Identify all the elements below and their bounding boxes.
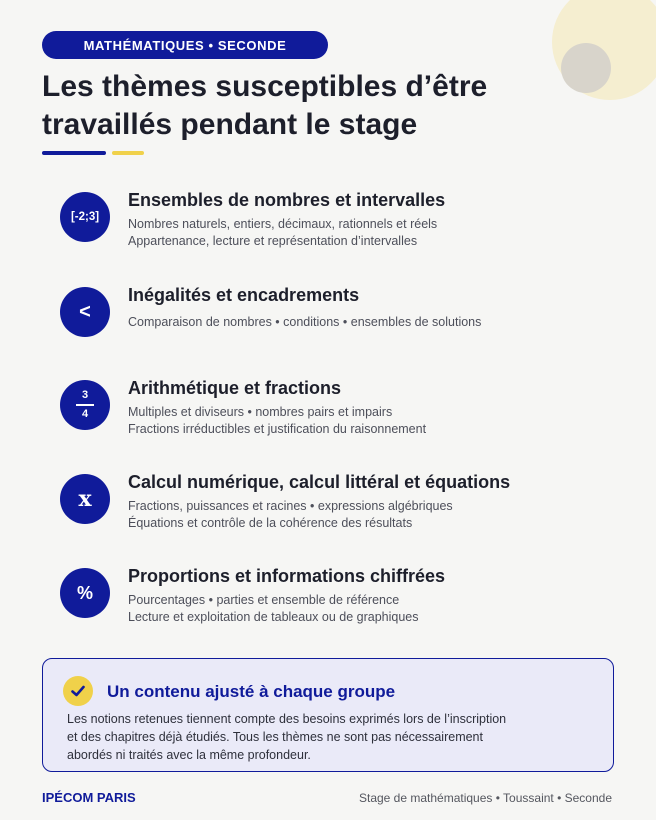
less-than-icon <box>60 287 110 337</box>
check-icon <box>63 676 93 706</box>
topic-title: Arithmétique et fractions <box>128 378 342 398</box>
fraction-icon-numerator: 3 <box>81 389 89 402</box>
topic-line: Multiples et diviseurs • nombres pairs et impairs <box>128 405 393 419</box>
decorative-circle-small <box>561 43 611 93</box>
topic-line: Appartenance, lecture et représentation d’intervalles <box>128 234 418 248</box>
topic-item-calculus <box>60 472 620 542</box>
callout-text-line: et des chapitres déjà étudiés. Tous les thèmes ne sont pas nécessairement <box>67 730 483 744</box>
callout-title: Un contenu ajusté à chaque groupe <box>107 682 396 701</box>
topic-item-inequalities <box>60 285 620 355</box>
topic-line: Équations et contrôle de la cohérence des résultats <box>128 516 413 530</box>
interval-icon <box>60 192 110 242</box>
callout-text-line: Les notions retenues tiennent compte des besoins exprimés lors de l’inscription <box>67 712 507 726</box>
topic-item-proportions <box>60 566 620 636</box>
title-underline-yellow <box>112 151 144 155</box>
topic-title: Proportions et informations chiffrées <box>128 566 446 586</box>
topic-item-arithmetic <box>60 378 620 448</box>
topic-line: Lecture et exploitation de tableaux ou de graphiques <box>128 610 419 624</box>
percent-icon-label: % <box>76 582 93 603</box>
page-title-line-1: Les thèmes susceptibles d’être <box>42 70 488 103</box>
page-title <box>42 68 562 144</box>
topic-item-intervals <box>60 190 620 260</box>
percent-icon <box>60 568 110 618</box>
topic-line: Nombres naturels, entiers, décimaux, rationnels et réels <box>128 217 438 231</box>
footer-brand: IPÉCOM PARIS <box>42 790 136 805</box>
subject-badge <box>42 31 328 59</box>
subject-badge-label: MATHÉMATIQUES • SECONDE <box>83 37 287 53</box>
topic-line: Fractions, puissances et racines • expressions algébriques <box>128 499 453 513</box>
callout-text-line: abordés ni traités avec la même profondeur. <box>67 748 311 762</box>
variable-x-icon <box>60 474 110 524</box>
topic-title: Ensembles de nombres et intervalles <box>128 190 446 210</box>
page-title-line-2: travaillés pendant le stage <box>42 108 418 141</box>
topic-line: Comparaison de nombres • conditions • ensembles de solutions <box>128 315 482 329</box>
less-than-icon-label: < <box>79 300 91 323</box>
topic-title: Calcul numérique, calcul littéral et équations <box>128 472 511 492</box>
topic-line: Pourcentages • parties et ensemble de référence <box>128 593 400 607</box>
variable-x-icon-label: x <box>78 486 92 512</box>
info-callout <box>42 658 614 772</box>
fraction-icon-denominator: 4 <box>81 407 89 420</box>
footer-info: Stage de mathématiques • Toussaint • Seconde <box>358 791 612 805</box>
topic-line: Fractions irréductibles et justification du raisonnement <box>128 422 427 436</box>
interval-icon-label: [-2;3] <box>70 211 100 223</box>
topic-title: Inégalités et encadrements <box>128 285 360 305</box>
title-underline-blue <box>42 151 106 155</box>
fraction-icon <box>60 380 110 430</box>
